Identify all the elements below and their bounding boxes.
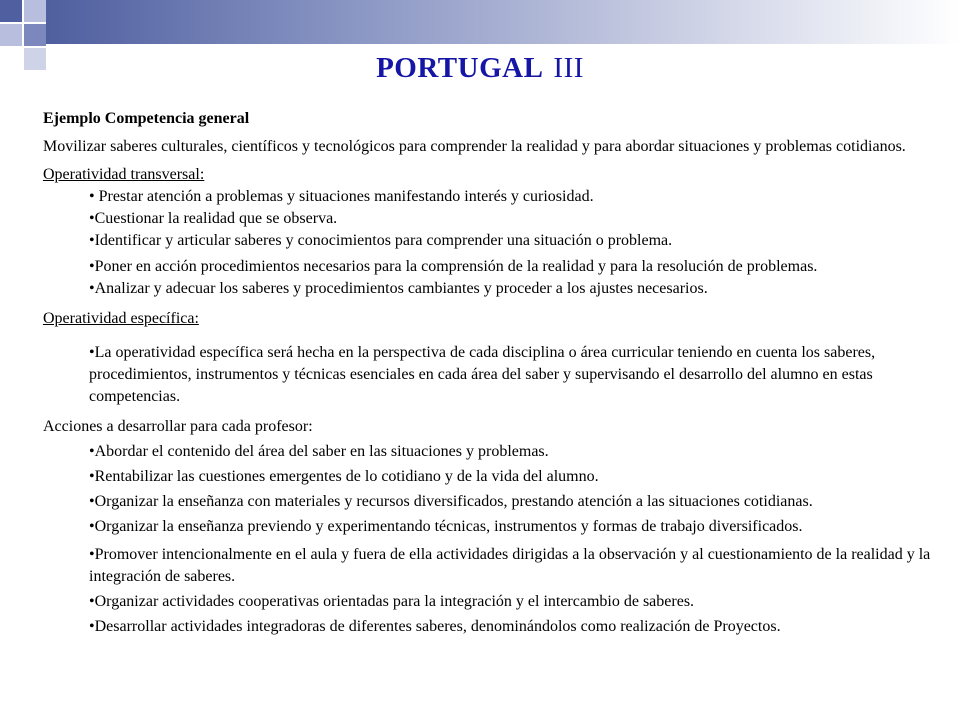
list-item: •Abordar el contenido del área del saber en las situaciones y problemas. [89, 443, 549, 460]
list-item: •La operatividad específica será hecha en la perspectiva de cada disciplina o área curricular teniendo en cuenta los saberes, procedimientos, instrumentos y técnicas esenciales en cada área del saber y supervisando el desarrollo del alumno en estas competencias. [89, 344, 876, 405]
especifica-list [89, 342, 948, 408]
transversal-label: Operatividad transversal: [43, 166, 205, 183]
list-item: •Organizar la enseñanza previendo y experimentando técnicas, instrumentos y formas de trabajo diversificados. [89, 518, 803, 535]
page-title [0, 52, 960, 85]
list-item: •Organizar la enseñanza con materiales y recursos diversificados, prestando atención a las situaciones cotidianas. [89, 493, 813, 510]
list-item: •Desarrollar actividades integradoras de diferentes saberes, denominándolos como realización de Proyectos. [89, 618, 781, 635]
list-item: •Analizar y adecuar los saberes y procedimientos cambiantes y proceder a los ajustes necesarios. [89, 280, 708, 297]
list-item: •Rentabilizar las cuestiones emergentes de lo cotidiano y de la vida del alumno. [89, 468, 599, 485]
deco-square [24, 0, 46, 22]
list-item: •Poner en acción procedimientos necesarios para la comprensión de la realidad y para la resolución de problemas. [89, 258, 818, 275]
list-item: •Cuestionar la realidad que se observa. [89, 210, 338, 227]
header-gradient-bar [46, 0, 960, 44]
list-item: •Organizar actividades cooperativas orientadas para la integración y el intercambio de saberes. [89, 593, 695, 610]
list-item: • Prestar atención a problemas y situaciones manifestando interés y curiosidad. [89, 188, 594, 205]
intro-paragraph: Movilizar saberes culturales, científicos y tecnológicos para comprender la realidad y para abordar situaciones y problemas cotidianos. [43, 138, 906, 155]
deco-square [0, 24, 22, 46]
deco-square [24, 24, 46, 46]
acciones-list [89, 441, 948, 638]
list-item: •Promover intencionalmente en el aula y fuera de ella actividades dirigidas a la observación y al cuestionamiento de la realidad y la integración de saberes. [89, 546, 931, 585]
deco-square [0, 0, 22, 22]
acciones-label: Acciones a desarrollar para cada profesor: [43, 418, 313, 435]
transversal-list [89, 186, 948, 300]
title-roman: III [553, 52, 584, 84]
list-item: •Identificar y articular saberes y conocimientos para comprender una situación o problema. [89, 232, 673, 249]
title-main: PORTUGAL [376, 52, 544, 84]
especifica-label: Operatividad específica: [43, 310, 199, 327]
slide-content [43, 108, 948, 638]
section-heading: Ejemplo Competencia general [43, 110, 250, 127]
